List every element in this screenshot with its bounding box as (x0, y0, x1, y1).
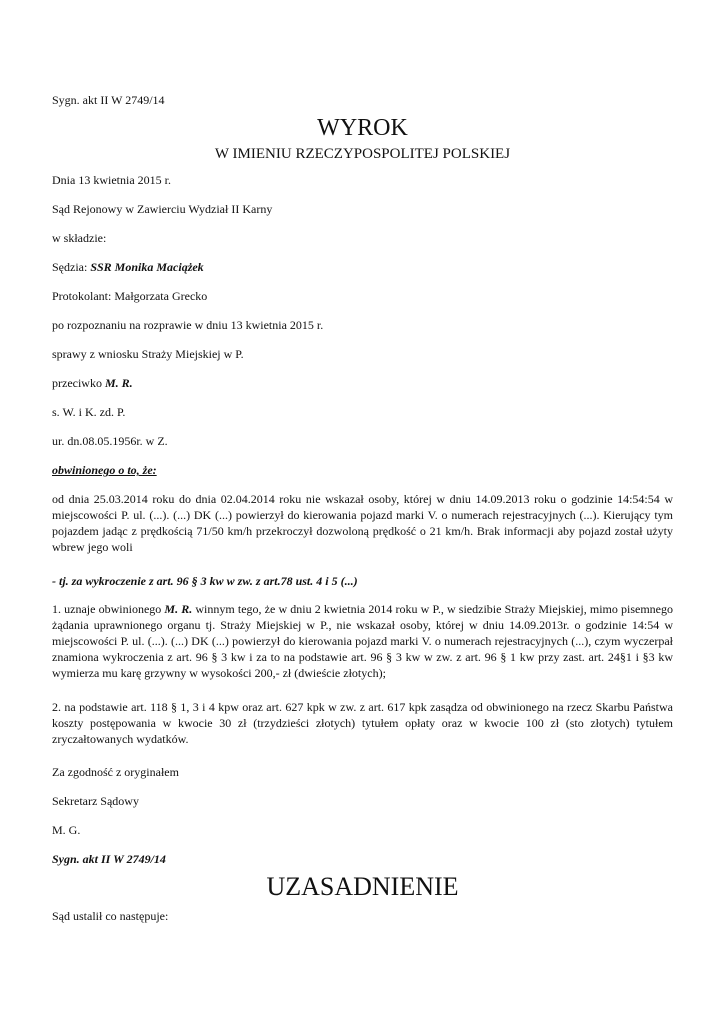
composition-label: w składzie: (52, 231, 107, 245)
court-name: Sąd Rejonowy w Zawierciu Wydział II Karny (52, 202, 273, 216)
offense-line: - tj. za wykroczenie z art. 96 § 3 kw w zw. z art.78 ust. 4 i 5 (...) (52, 574, 358, 588)
secretary-line: Sekretarz Sądowy (52, 794, 139, 808)
judgment-date: Dnia 13 kwietnia 2015 r. (52, 173, 171, 187)
document-title: WYROK (317, 115, 408, 141)
clerk-line: Protokolant: Małgorzata Grecko (52, 289, 208, 303)
judge-line (52, 259, 673, 275)
justification-title: UZASADNIENIE (266, 872, 459, 901)
accused-heading: obwinionego o to, że: (52, 463, 157, 477)
against-line (52, 375, 673, 391)
parents-line: s. W. i K. zd. P. (52, 405, 126, 419)
point1-body: winnym tego, że w dniu 2 kwietnia 2014 roku w P., w siedzibie Straży Miejskiej, mimo pisemnego żądania uprawnionego organu tj. Straży Miejskiej w P., nie wskazał osoby, której w dniu 14.09.2013r. o godzinie 14:54 w miejscowości P. ul. (...). (...) DK (...) powierzył do kierowania pojazd marki V. o numerach rejestracyjnych (...), czym wyczerpał znamiona wykroczenia z art. 96 § 3 kw i za to na podstawie art. 96 § 3 kw w zw. z art. 96 § 1 kw przy zast. art. 24§1 i §3 kw wymierza mu karę grzywny w wysokości 200,- zł (dwieście złotych); (52, 602, 673, 680)
findings-line: Sąd ustalił co następuje: (52, 909, 169, 923)
case-reference: Sygn. akt II W 2749/14 (52, 93, 165, 107)
case-reference-2: Sygn. akt II W 2749/14 (52, 852, 166, 866)
charge-paragraph: od dnia 25.03.2014 roku do dnia 02.04.2014 roku nie wskazał osoby, której w dniu 14.09.2013 roku o godzinie 14:54:54 w miejscowości P. ul. (...). (...) DK (...) powierzył do kierowania pojazd marki V. o numerach rejestracyjnych (...). Kierujący tym pojazdem jadąc z prędkością 71/50 km/h przekroczył dozwoloną prędkość o 21 km/h. Brak informacji aby pojazd został użyty wbrew jego woli (52, 492, 673, 554)
point1-intro: 1. uznaje obwinionego (52, 602, 165, 616)
document-subtitle: W IMIENIU RZECZYPOSPOLITEJ POLSKIEJ (214, 146, 511, 162)
judge-name: SSR Monika Maciążek (90, 260, 204, 274)
point1-defendant: M. R. (164, 602, 193, 616)
hearing-line: po rozpoznaniu na rozprawie w dniu 13 kwietnia 2015 r. (52, 318, 324, 332)
verdict-point-2: 2. na podstawie art. 118 § 1, 3 i 4 kpw oraz art. 627 kpk w zw. z art. 617 kpk zasądza od obwinionego na rzecz Skarbu Państwa koszty postępowania w kwocie 30 zł (trzydzieści złotych) tytułem opłaty oraz w kwocie 100 zł (sto złotych) tytułem zryczałtowanych wydatków. (52, 700, 673, 746)
conformity-line: Za zgodność z oryginałem (52, 765, 179, 779)
against-label: przeciwko (52, 376, 105, 390)
judge-label: Sędzia: (52, 260, 91, 274)
birth-line: ur. dn.08.05.1956r. w Z. (52, 434, 168, 448)
case-motion-line: sprawy z wniosku Straży Miejskiej w P. (52, 347, 244, 361)
verdict-point-1 (52, 601, 673, 681)
defendant-name: M. R. (104, 376, 133, 390)
initials-line: M. G. (52, 823, 81, 837)
